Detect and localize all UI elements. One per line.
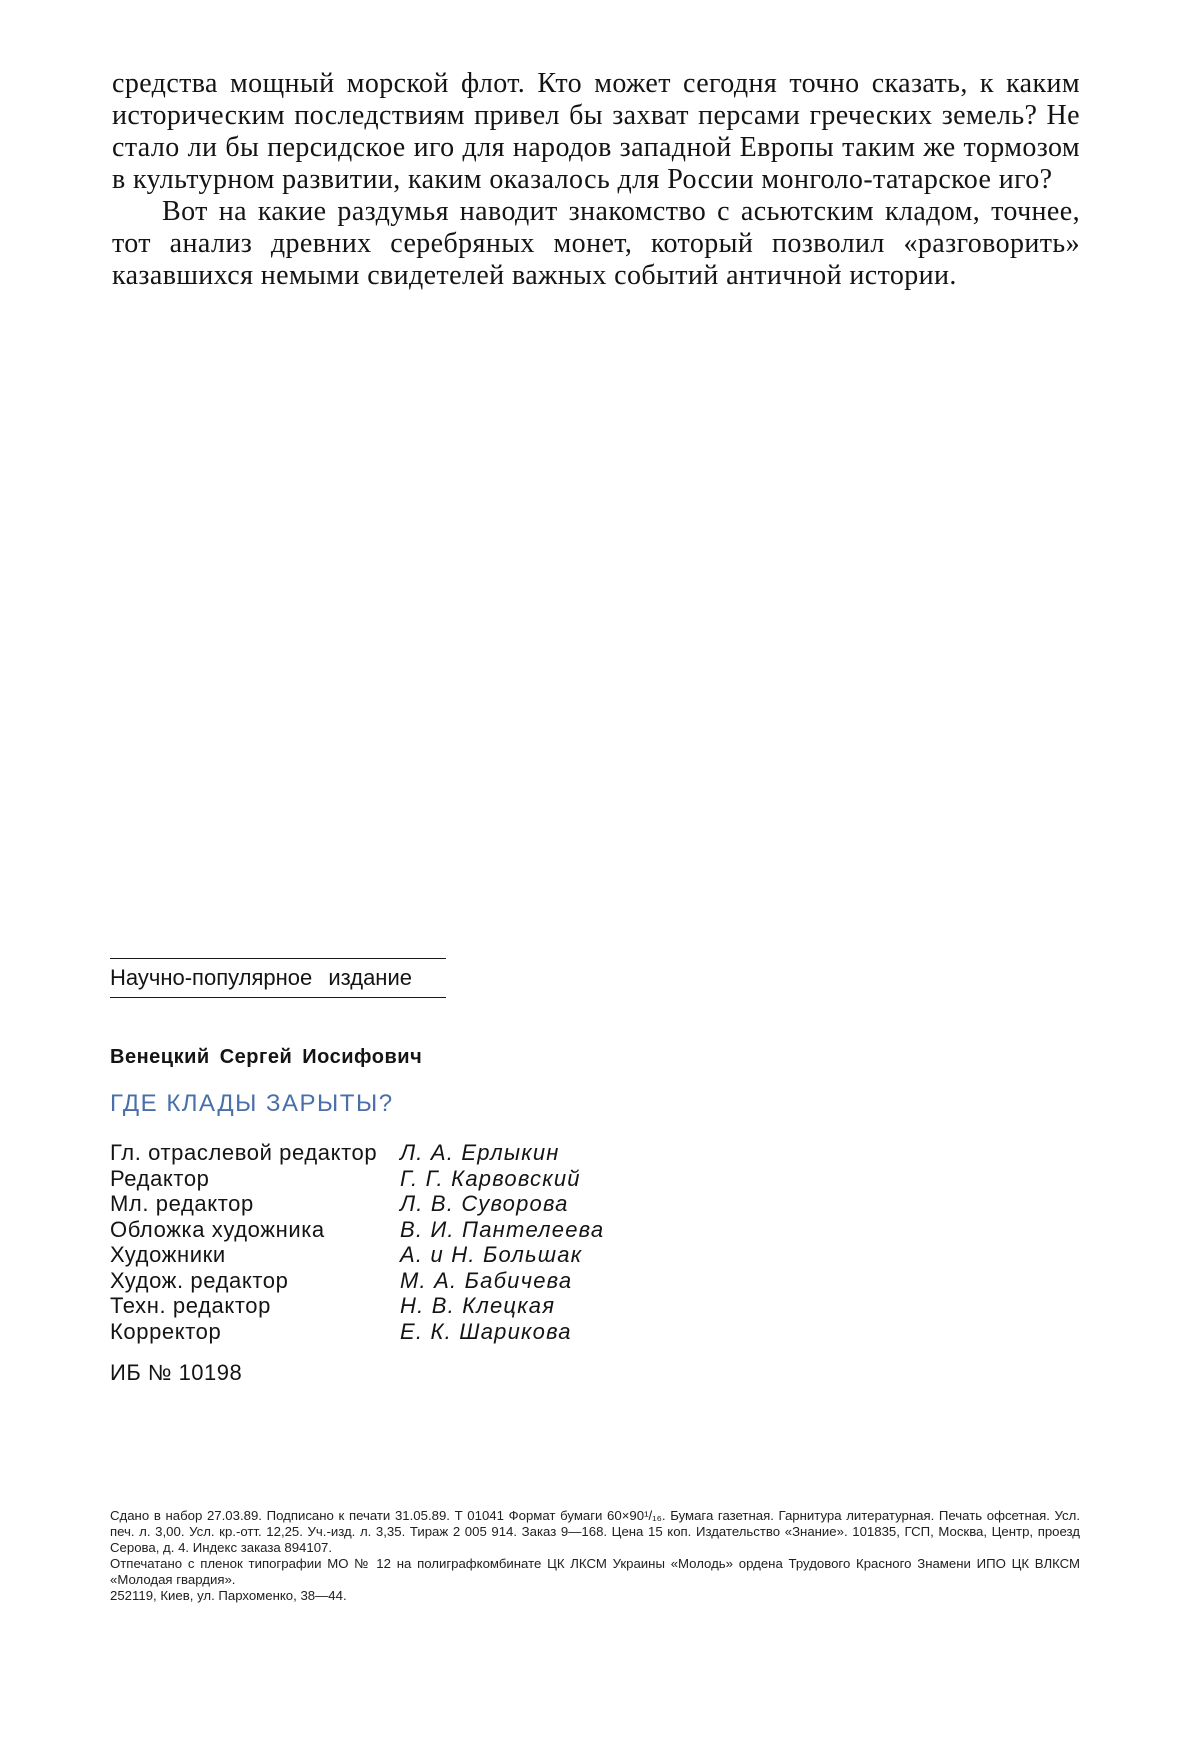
credit-row: [110, 1191, 670, 1217]
divider: [110, 997, 446, 998]
imprint-block: [110, 1508, 1080, 1604]
credit-row: [110, 1268, 670, 1294]
ib-number: ИБ № 10198: [110, 1360, 243, 1385]
credit-role: Редактор: [110, 1165, 210, 1191]
credit-role: Корректор: [110, 1318, 222, 1344]
book-title: ГДЕ КЛАДЫ ЗАРЫТЫ?: [110, 1090, 394, 1117]
credit-row: [110, 1319, 670, 1345]
credit-name: Л. В. Суворова: [400, 1191, 569, 1216]
credit-role: Худож. редактор: [110, 1267, 289, 1293]
credit-role: Обложка художника: [110, 1216, 325, 1242]
credit-row: [110, 1293, 670, 1319]
body-paragraph: Вот на какие раздумья наводит знакомство с асьютским кладом, точнее, тот анализ древних серебряных монет, который позволил «разговорить» казавшихся немыми свидетелей важных событий античной истории.: [112, 196, 1080, 291]
credit-role: Техн. редактор: [110, 1293, 271, 1318]
credit-name: Н. В. Клецкая: [400, 1293, 556, 1318]
credit-name: А. и Н. Большак: [400, 1242, 583, 1267]
credit-name: Г. Г. Карвовский: [400, 1165, 581, 1191]
credit-name: М. А. Бабичева: [400, 1267, 573, 1293]
series-label: Научно-популярное издание: [110, 965, 412, 990]
series-block: [110, 958, 446, 998]
credit-row: [110, 1166, 670, 1192]
credit-row: [110, 1140, 670, 1166]
author-name: Венецкий Сергей Иосифович: [110, 1046, 423, 1068]
credit-row: [110, 1217, 670, 1243]
imprint-paragraph: Сдано в набор 27.03.89. Подписано к печати 31.05.89. Т 01041 Формат бумаги 60×90¹/₁₆. Бумага газетная. Гарнитура литературная. Печать офсетная. Усл. печ. л. 3,00. Усл. кр.-отт. 12,25. Уч.-изд. л. 3,35. Тираж 2 005 914. Заказ 9—168. Цена 15 коп. Издательство «Знание». 101835, ГСП, Москва, Центр, проезд Серова, д. 4. Индекс заказа 894107.: [110, 1508, 1080, 1555]
credits-list: [110, 1140, 670, 1344]
credit-row: [110, 1242, 670, 1268]
credit-name: В. И. Пантелеева: [400, 1216, 605, 1242]
imprint-paragraph: 252119, Киев, ул. Пархоменко, 38—44.: [110, 1588, 347, 1603]
credit-role: Гл. отраслевой редактор: [110, 1140, 378, 1165]
credit-name: Л. А. Ерлыкин: [400, 1140, 560, 1165]
credit-name: Е. К. Шарикова: [400, 1318, 572, 1344]
credit-role: Художники: [110, 1242, 226, 1267]
imprint-paragraph: Отпечатано с пленок типографии МО № 12 на полиграфкомбинате ЦК ЛКСМ Украины «Молодь» ордена Трудового Красного Знамени ИПО ЦК ВЛКСМ «Молодая гвардия».: [110, 1556, 1080, 1587]
body-text: [112, 68, 1080, 292]
body-paragraph: средства мощный морской флот. Кто может сегодня точно сказать, к каким историческим последствиям привел бы захват персами греческих земель? Не стало ли бы персидское иго для народов западной Европы таким же тормозом в культурном развитии, каким оказалось для России монголо-татарское иго?: [112, 68, 1080, 195]
credit-role: Мл. редактор: [110, 1191, 254, 1216]
